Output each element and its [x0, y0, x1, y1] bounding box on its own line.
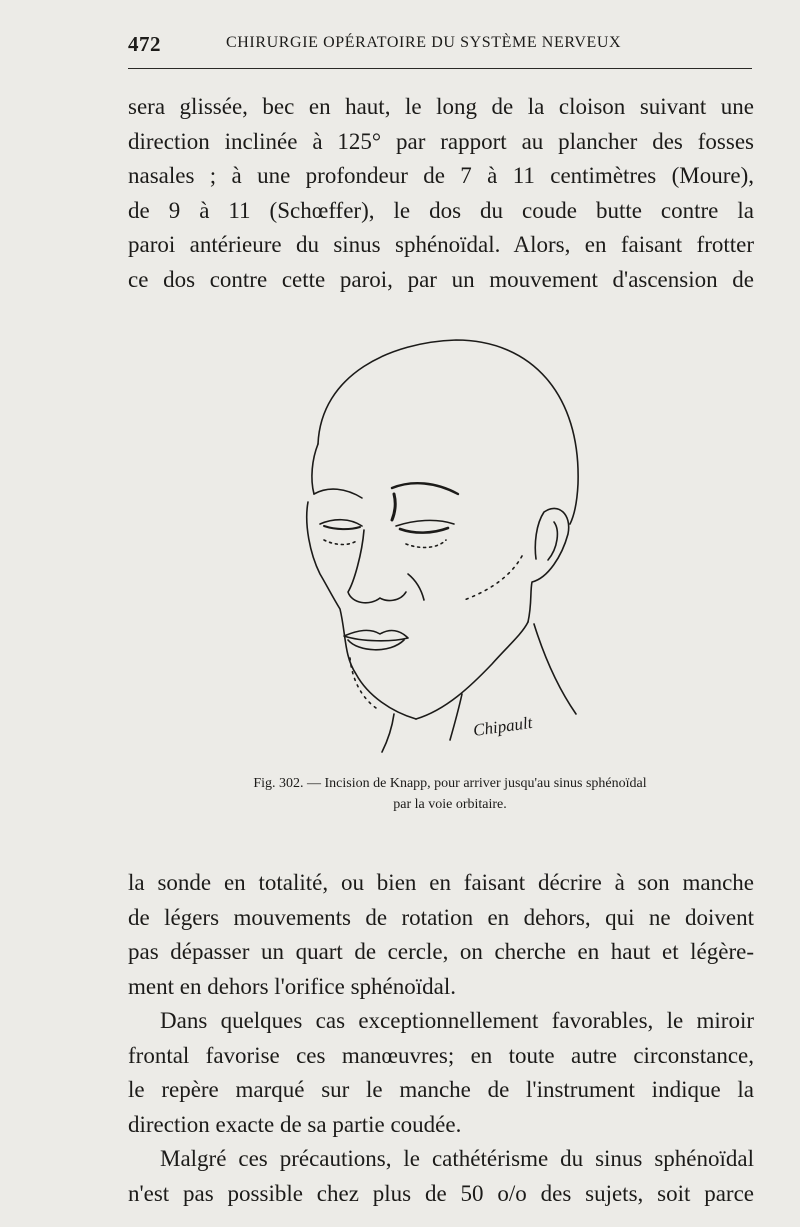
incision-mark: [392, 494, 395, 520]
header-rule: [128, 68, 752, 69]
cranium-outline: [318, 340, 578, 524]
paragraph-top: [128, 90, 754, 297]
text-line: n'est pas possible chez plus de 50 o/o des sujets, soit parce: [128, 1180, 754, 1206]
cheek-line: [408, 574, 424, 600]
right-eye: [396, 520, 454, 526]
text-line: ment en dehors l'orifice sphénoïdal.: [128, 973, 456, 999]
right-eye-dots: [406, 540, 446, 547]
jaw-dots: [350, 658, 376, 708]
page-header: [128, 28, 752, 68]
left-eye-lashes: [324, 526, 360, 529]
left-eye: [320, 520, 362, 526]
caption-line: Fig. 302. — Incision de Knapp, pour arriver jusqu'au sinus sphénoïdal: [253, 776, 647, 791]
left-eye-dots: [324, 540, 358, 545]
text-line: Dans quelques cas exceptionnellement favorables, le miroir: [160, 1008, 754, 1033]
text-line: sera glissée, bec en haut, le long de la cloison suivant une: [128, 94, 754, 119]
text-line: direction inclinée à 125° par rapport au plancher des fosses: [128, 128, 754, 154]
text-line: Malgré ces précautions, le cathétérisme du sinus sphénoïdal: [160, 1146, 754, 1171]
caption-line: par la voie orbitaire.: [393, 797, 507, 812]
paragraph-two: [128, 1004, 754, 1142]
ear-outline: [528, 508, 569, 622]
paragraph-three: [128, 1142, 754, 1211]
text-line: de 9 à 11 (Schœffer), le dos du coude butte contre la: [128, 197, 754, 223]
text-line: pas dépasser un quart de cercle, on cherche en haut et légère-: [128, 939, 754, 964]
text-line: nasales ; à une profondeur de 7 à 11 centimètres (Moure),: [128, 163, 754, 188]
neck-back: [534, 624, 576, 714]
cheek-dots: [464, 556, 522, 600]
head-left-edge: [312, 444, 318, 494]
left-brow: [314, 489, 362, 498]
jaw-line: [416, 622, 528, 719]
text-line: paroi antérieure du sinus sphénoïdal. Alors, en faisant frotter: [128, 232, 754, 257]
text-line: le repère marqué sur le manche de l'instrument indique la: [128, 1077, 754, 1102]
nose: [348, 530, 406, 603]
text-line: de légers mouvements de rotation en dehors, qui ne doivent: [128, 904, 754, 930]
face-left-profile: [307, 502, 416, 719]
head-illustration: [296, 334, 596, 764]
upper-lip: [344, 630, 408, 640]
artist-signature: Chipault: [471, 712, 534, 740]
ear-inner: [548, 522, 557, 560]
paragraph-continued: [128, 866, 754, 1004]
text-line: direction exacte de sa partie coudée.: [128, 1111, 462, 1137]
figure-caption: [150, 773, 750, 815]
page-number: 472: [128, 32, 161, 56]
running-title: CHIRURGIE OPÉRATOIRE DU SYSTÈME NERVEUX: [226, 34, 622, 51]
neck-left: [382, 714, 394, 752]
text-line: ce dos contre cette paroi, par un mouvement d'ascension de: [128, 266, 754, 292]
text-line: frontal favorise ces manœuvres; en toute autre circonstance,: [128, 1042, 754, 1068]
text-line: la sonde en totalité, ou bien en faisant décrire à son manche: [128, 870, 754, 895]
right-brow: [392, 483, 458, 494]
right-eye-lashes: [400, 528, 448, 533]
